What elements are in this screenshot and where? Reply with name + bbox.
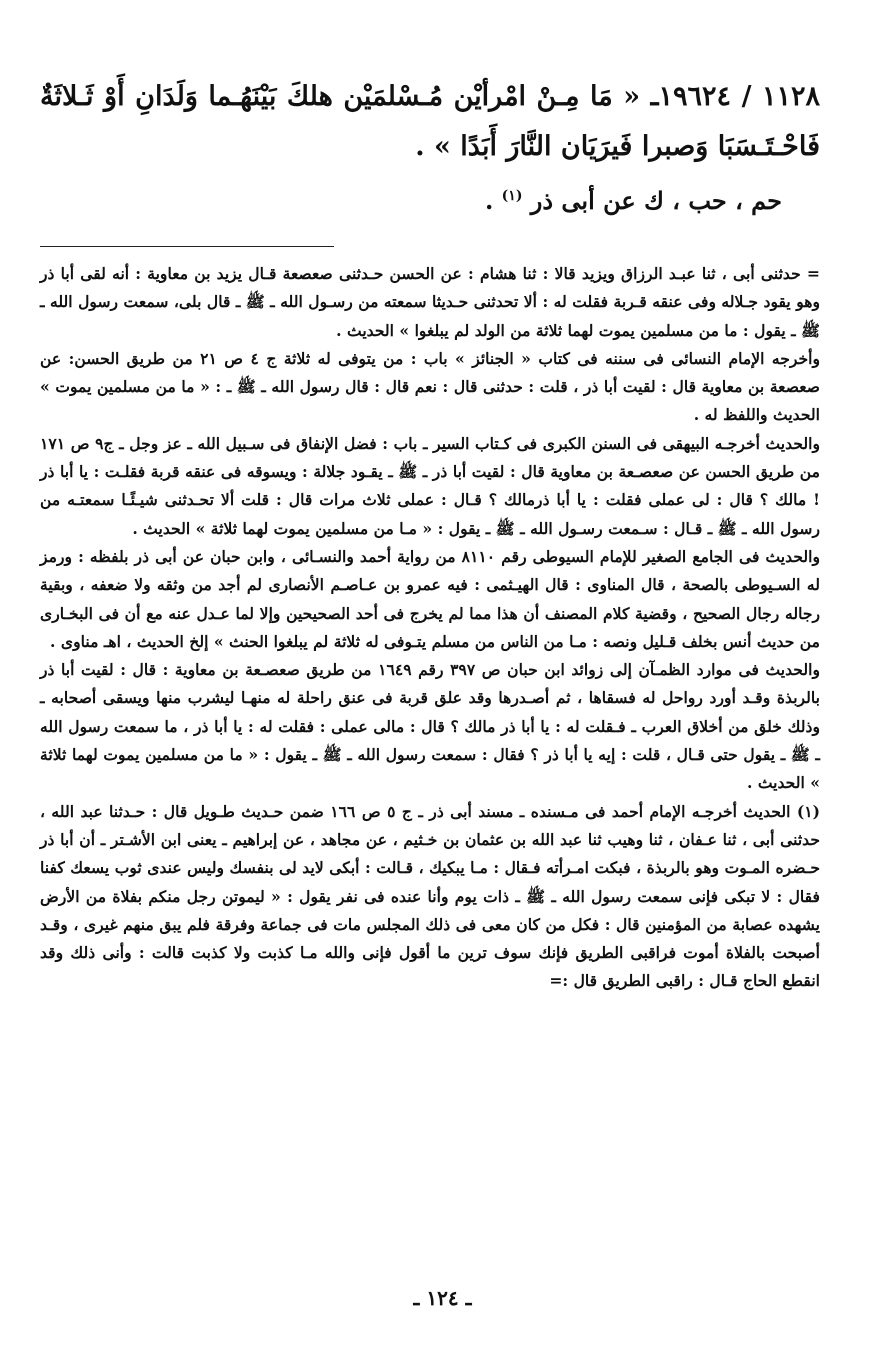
footnote-paragraph: والحديث فى الجامع الصغير للإمام السيوطى رقم ٨١١٠ من رواية أحمد والنسـائى ، وابن حبان عن أبى ذر بلفظه : ورمز له السـيوطى بالصحة ، قال المناوى : قال الهيـثمى : فيه عمرو بن عـاصـم الأنصارى لم أجد من وثقه ولا ضعفه ، وبقية رجاله رجال الصحيح ، وقضية كلام المصنف أن هذا مما لم يخرج فى أحد الصحيحين وإلا لما عـدل عنه مع أن فى البخـارى من حديث أنس بخلف قـليل ونصه : مـا من الناس من مسلم يتـوفى له ثلاثة لم يبلغوا الحنث » إلخ الحديث ، اهـ مناوى .: [40, 546, 820, 651]
footnote-paragraph: = حدثنى أبى ، ثنا عبـد الرزاق ويزيد قالا : ثنا هشام : عن الحسن حـدثنى صعصعة قـال يزيد بن معاوية : أنه لقى أبا ذر وهو يقود جـلاله وفى عنقه قـربة فقلت له : ألا تحدثنى حـديثا سمعته من رسـول الله ـ ﷺ ـ قال بلى، سمعت رسول الله ـ ﷺ ـ يقول : ما من مسلمين يموت لهما ثلاثة من الولد لم يبلغوا » الحديث .: [40, 264, 820, 340]
hadith-entry: [40, 72, 820, 172]
hadith-text: « مَا مِـنْ امْرأيْن مُـسْلمَيْن هلكَ بَيْنَهُـما وَلَدَانِ أَوْ ثَـلاثَةٌ فَاحْـتَـسَبَا وَصبرا فَيرَيَان النَّارَ أَبَدًا » .: [40, 81, 820, 162]
footnote-paragraph: والحديث فى موارد الظمـآن إلى زوائد ابن حبان ص ٣٩٧ رقم ١٦٤٩ من طريق صعصـعة بن معاوية : قال : لقيت أبا ذر بالربذة وقـد أورد رواحل له فسقاها ، ثم أصـدرها وقد علق قربة فى عنق راحلة له منهـا ليشرب منها ويسقى أصحابه ـ وذلك خلق من أخلاق العرب ـ فـقلت له : يا أبا ذر مالك ؟ قال : مالى عملى : فقلت له : يا أبا ذر ، ما سمعت رسول الله ـ ﷺ ـ يقول حتى قـال ، قلت : إيه يا أبا ذر ؟ فقال : سمعت رسول الله ـ ﷺ ـ يقول : « ما من مسلمين يموت لهما ثلاثة » الحديث .: [40, 660, 820, 793]
page: [40, 72, 820, 991]
sources-terminator: .: [484, 186, 494, 215]
page-number: ـ ١٢٤ ـ: [413, 1286, 472, 1310]
footnote-paragraph: وأخرجه الإمام النسائى فى سننه فى كتاب « الجنائز » باب : من يتوفى له ثلاثة ج ٤ ص ٢١ من طريق الحسن: عن صعصعة بن معاوية قال : لقيت أبا ذر ، قلت : حدثنى قال : نعم قال : قال رسول الله ـ ﷺ ـ : « ما من مسلمين يموت » الحديث واللفظ له .: [40, 348, 820, 425]
footnote-1-number: (١): [796, 801, 820, 821]
footnote-reference: (١): [501, 188, 523, 204]
footnote-separator: [40, 246, 334, 247]
footnotes-section: [40, 260, 820, 996]
source-abbreviations: حم ، حب ، ك عن أبى ذر: [530, 186, 782, 215]
hadith-sources: [40, 176, 820, 221]
footnote-1-text: الحديث أخرجـه الإمام أحمد فى مـسنده ـ مسند أبى ذر ـ ج ٥ ص ١٦٦ ضمن حـديث طـويل قال : حـدثنا عبد الله ، حدثنى أبى ، ثنا عـفان ، ثنا وهيب ثنا عبد الله بن عثمان بن خـثيم ، عن مجاهد ، عن إبراهيم ـ يعنى ابن الأشـتر ـ أن أبا ذر حـضره المـوت وهو بالربذة ، فبكت امـرأته فـقال : مـا يبكيك ، قـالت : أبكى لايد لى بنفسك وليس عندى ثوب يسعك كفنا فقال : لا تبكى فإنى سمعت رسول الله ـ ﷺ ـ ذات يوم وأنا عنده فى نفر يقول : « ليموتن رجل منكم بفلاة من الأرض يشهده عصابة من المؤمنين قال : فكل من كان معى فى ذلك المجلس مات فى جماعة وفرقة فلم يبق منهم غيرى ، وقـد أصبحت بالفلاة أموت فراقبى الطريق فإنك سوف ترين ما أقول فإنى والله مـا كذبت ولا كذبت قالت : وأنى ذلك وقد انقطع الحاج قـال : راقبى الطريق قال :=: [40, 801, 820, 991]
hadith-number: ١١٢٨ / ١٩٦٢٤ـ: [650, 81, 820, 112]
footnote-1: [40, 798, 820, 996]
footnote-paragraph: والحديث أخرجـه البيهقى فى السنن الكبرى فى كـتاب السير ـ باب : فضل الإنفاق فى سـبيل الله ـ عز وجل ـ ج٩ ص ١٧١ من طريق الحسن عن صعصـعة بن معاوية قال : لقيت أبا ذر ـ ﷺ ـ يقـود جلالة : ويسوقه فى عنقه قربة فقلـت : يا أبا ذر ! مالك ؟ قال : لى عملى فقلت : يا أبا ذرمالك ؟ قـال : عملى ثلاث مرات قال : قلت ألا تحـدثنى شيـئًـا سمعتـه من رسول الله ـ ﷺ ـ قـال : سـمعت رسـول الله ـ ﷺ ـ يقول : « مـا من مسلمين يموت لهما ثلاثة » الحديث .: [40, 433, 820, 538]
